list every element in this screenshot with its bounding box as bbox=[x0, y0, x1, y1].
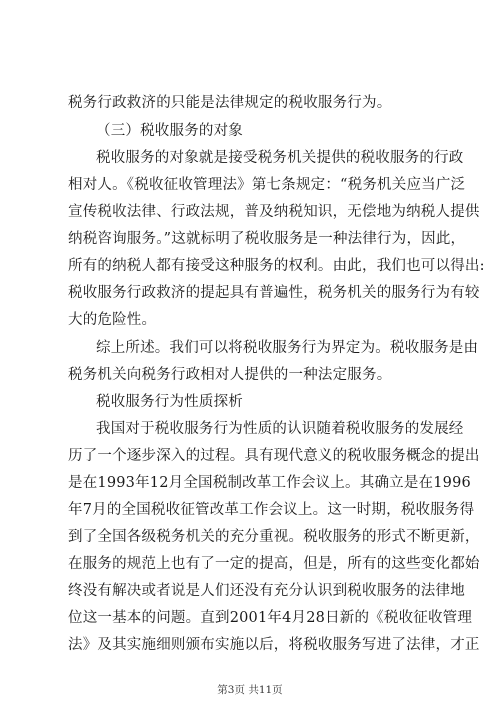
page-number-footer: 第3页 共11页 bbox=[217, 684, 283, 696]
text-line: 税收服务行政救济的提起具有普遍性，税务机关的服务行为有较 bbox=[68, 285, 480, 301]
text-line: 我国对于税收服务行为性质的认识随着税收服务的发展经 bbox=[96, 421, 464, 437]
text-line: 综上所述。我们可以将税收服务行为界定为。税收服务是由 bbox=[96, 340, 479, 356]
text-line: 位这一基本的问题。直到2001年4月28日新的《税收征收管理 bbox=[68, 610, 473, 626]
text-line: 到了全国各级税务机关的充分重视。税收服务的形式不断更新， bbox=[68, 529, 480, 545]
text-line: 法》及其实施细则颁布实施以后，将税收服务写进了法律，才正 bbox=[68, 637, 480, 653]
text-line: 宣传税收法律、行政法规，普及纳税知识，无偿地为纳税人提供 bbox=[68, 204, 480, 220]
text-line: 税收服务的对象就是接受税务机关提供的税收服务的行政 bbox=[96, 150, 464, 166]
text-line: 年7月的全国税收征管改革工作会议上。这一时期，税收服务得 bbox=[68, 502, 475, 518]
text-line: 纳税咨询服务。”这就标明了税收服务是一种法律行为，因此， bbox=[68, 231, 466, 247]
text-line: 税务机关向税务行政相对人提供的一种法定服务。 bbox=[68, 367, 392, 383]
text-line: 在服务的规范上也有了一定的提高，但是，所有的这些变化都始 bbox=[68, 556, 480, 572]
section-heading: 税收服务行为性质探析 bbox=[96, 394, 243, 410]
text-line: 是在1993年12月全国税制改革工作会议上。其确立是在1996 bbox=[68, 475, 471, 491]
text-line: 相对人。《税收征收管理法》第七条规定：“税务机关应当广泛 bbox=[68, 177, 466, 193]
text-line: 税务行政救济的只能是法律规定的税收服务行为。 bbox=[68, 95, 392, 111]
text-line: 所有的纳税人都有接受这种服务的权利。由此，我们也可以得出: bbox=[68, 258, 485, 274]
section-heading: （三）税收服务的对象 bbox=[96, 123, 243, 139]
text-line: 历了一个逐步深入的过程。具有现代意义的税收服务概念的提出 bbox=[68, 448, 480, 464]
text-line: 终没有解决或者说是人们还没有充分认识到税收服务的法律地 bbox=[68, 583, 465, 599]
text-line: 大的危险性。 bbox=[68, 312, 157, 328]
